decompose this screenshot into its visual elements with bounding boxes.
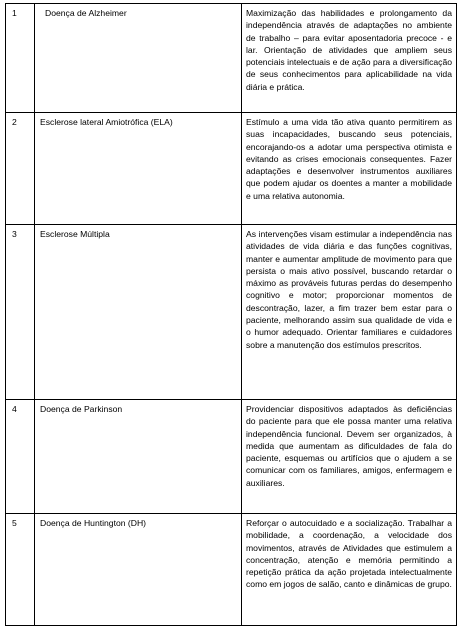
table-row bbox=[6, 225, 457, 400]
intervention-description: Estímulo a uma vida tão ativa quanto permitirem as suas incapacidades, buscando seus potenciais, encorajando-os a adotar uma perspectiva otimista e evitando as crises emocionais consequentes. Fazer adaptações e desenvolver instrumentos auxiliares que podem ajudar os doentes a manter a mobilidade e uma relativa autonomia. bbox=[242, 113, 457, 225]
disease-name: Doença de Alzheimer bbox=[35, 4, 242, 113]
disease-name: Esclerose Múltipla bbox=[35, 225, 242, 400]
row-number: 5 bbox=[6, 514, 35, 626]
table-row bbox=[6, 113, 457, 225]
row-number: 4 bbox=[6, 400, 35, 514]
table-row bbox=[6, 4, 457, 113]
disease-name: Doença de Huntington (DH) bbox=[35, 514, 242, 626]
intervention-description: Providenciar dispositivos adaptados às deficiências do paciente para que ele possa manter uma relativa independência funcional. Devem ser organizados, à medida que aumentam as dificuldades de fala do paciente, esquemas ou artifícios que o ajudem a se comunicar com os familiares, amigos, enfermagem e auxiliares. bbox=[242, 400, 457, 514]
row-number: 1 bbox=[6, 4, 35, 113]
intervention-description: As intervenções visam estimular a independência nas atividades de vida diária e das funções cognitivas, manter e aumentar amplitude de movimento para que persista o mais ativo possível, buscando retardar o máximo as prováveis futuras perdas do desempenho cognitivo e motor; proporcionar momentos de descontração, lazer, a fim trazer bem estar para o paciente, melhorando assim sua qualidade de vida e o humor adequado. Orientar familiares e cuidadores sobre a manutenção dos estímulos prescritos. bbox=[242, 225, 457, 400]
table-row bbox=[6, 400, 457, 514]
row-number: 2 bbox=[6, 113, 35, 225]
disease-name: Doença de Parkinson bbox=[35, 400, 242, 514]
disease-intervention-table bbox=[5, 3, 457, 626]
row-number: 3 bbox=[6, 225, 35, 400]
table-row bbox=[6, 514, 457, 626]
intervention-description: Maximização das habilidades e prolongamento da independência através de adaptações no ambiente de trabalho – para evitar aposentadoria precoce - e lar. Orientação de atividades que ampliem seus potenciais intelectuais e de ação para a diversificação de seus conhecimentos para aplicabilidade na vida diária e prática. bbox=[242, 4, 457, 113]
disease-name: Esclerose lateral Amiotrófica (ELA) bbox=[35, 113, 242, 225]
intervention-description: Reforçar o autocuidado e a socialização. Trabalhar a mobilidade, a coordenação, a velocidade dos movimentos, através de Atividades que estimulem a concentração, atenção e memória permitindo a repetição prática da ação projetada intelectualmente como em jogos de salão, canto e dinâmicas de grupo. bbox=[242, 514, 457, 626]
